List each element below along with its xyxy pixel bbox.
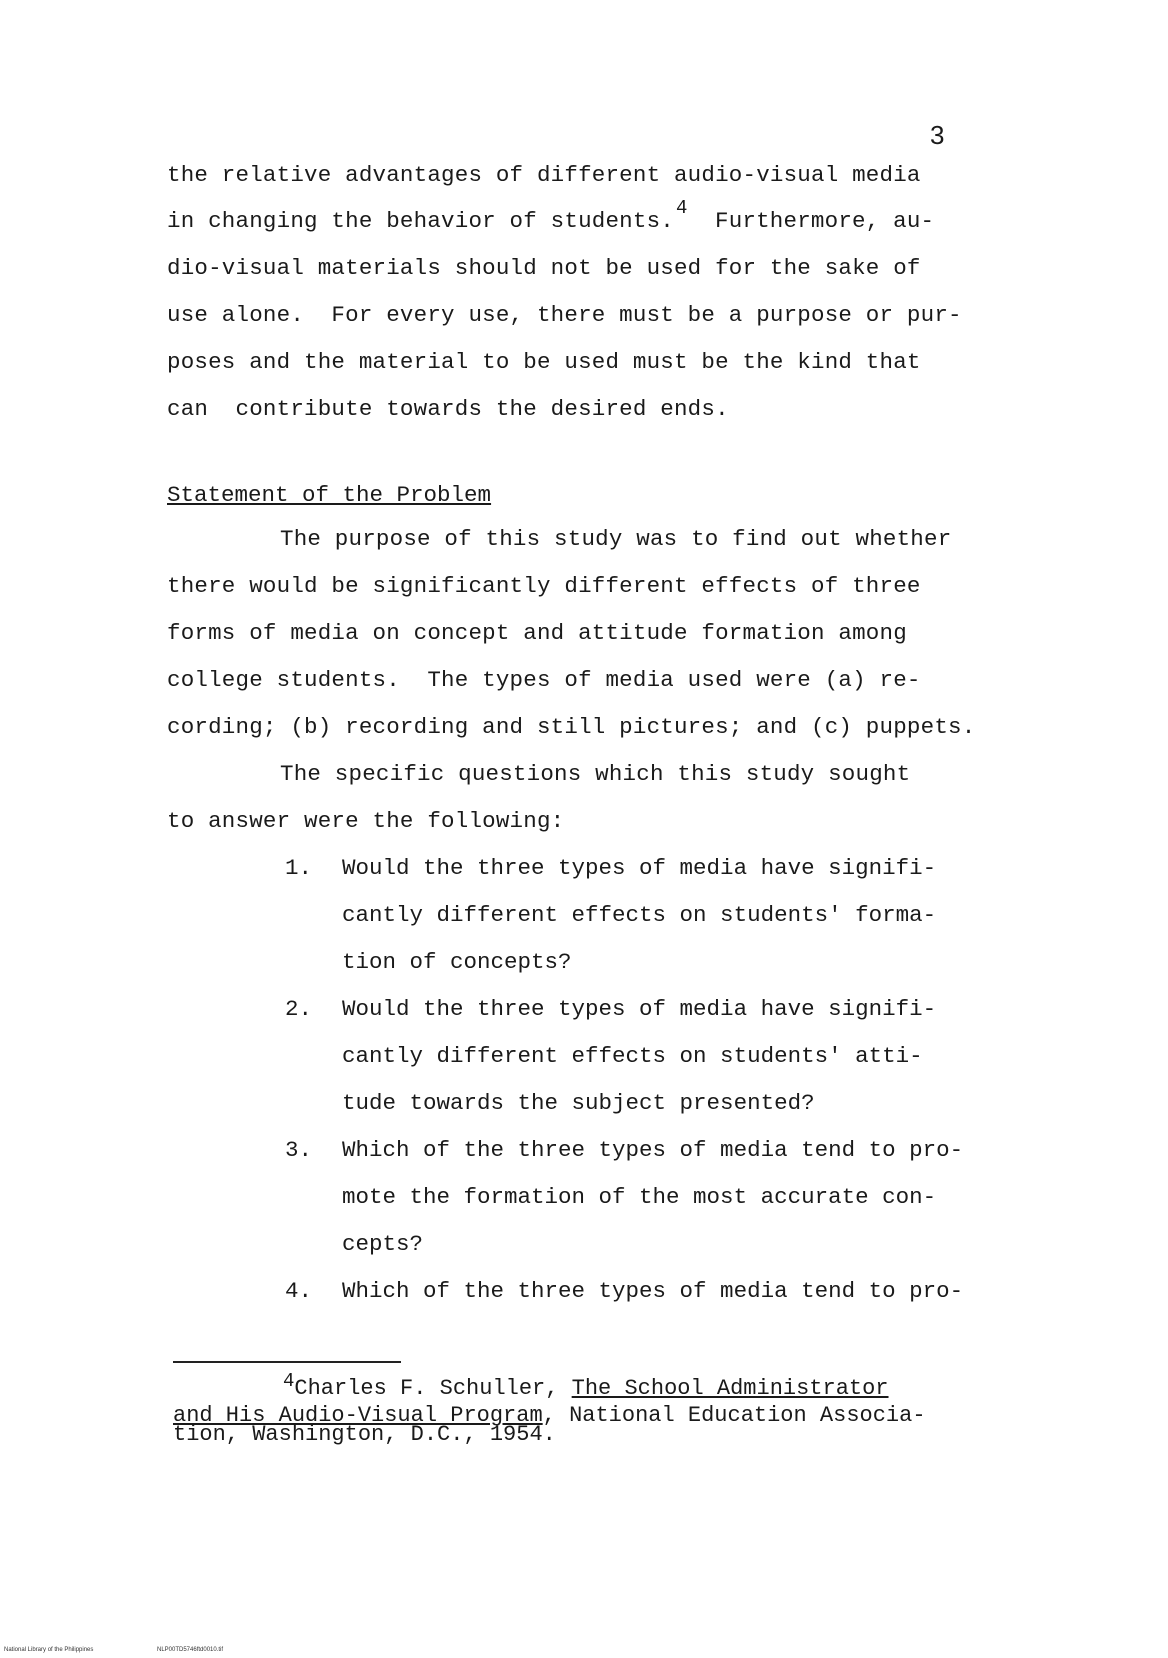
question-1-line-1: Would the three types of media have signifi- <box>342 855 937 881</box>
question-4-line-1: Which of the three types of media tend to pro- <box>342 1278 964 1304</box>
footnote-publisher-part1: , National Education Associa- <box>542 1403 926 1428</box>
question-1-line-3: tion of concepts? <box>342 949 572 975</box>
intro-line-6: can contribute towards the desired ends. <box>167 396 729 422</box>
questions-intro-line-2: to answer were the following: <box>167 808 565 834</box>
footnote-author: Charles F. Schuller, <box>294 1376 572 1401</box>
problem-line-2: there would be significantly different effects of three <box>167 573 921 599</box>
footnote-marker: 4 <box>283 1370 295 1392</box>
intro-line-2-spacer <box>688 208 715 234</box>
question-3-line-1: Which of the three types of media tend to pro- <box>342 1137 964 1163</box>
intro-line-2-cont: Furthermore, au- <box>715 208 935 234</box>
question-3-number: 3. <box>285 1137 313 1163</box>
archive-library-label: National Library of the Philippines <box>4 1647 94 1653</box>
questions-intro-line-1: The specific questions which this study sought <box>280 761 911 787</box>
intro-line-4: use alone. For every use, there must be a purpose or pur- <box>167 302 962 328</box>
question-4-number: 4. <box>285 1278 313 1304</box>
footnote-title-part2: and His Audio-Visual Program <box>173 1403 543 1428</box>
question-2-line-2: cantly different effects on students' atti- <box>342 1043 923 1069</box>
footnote-ref: 4 <box>675 197 688 219</box>
intro-line-3: dio-visual materials should not be used for the sake of <box>167 255 921 281</box>
question-3-line-2: mote the formation of the most accurate con- <box>342 1184 937 1210</box>
page-number: 3 <box>930 120 945 150</box>
intro-line-2 <box>167 197 935 234</box>
question-3-line-3: cepts? <box>342 1231 424 1257</box>
archive-file-id: NLP00TD5746ftd0010.tif <box>157 1647 224 1653</box>
section-heading: Statement of the Problem <box>167 482 492 508</box>
question-1-line-2: cantly different effects on students' forma- <box>342 902 937 928</box>
footnote-line-3: tion, Washington, D.C., 1954. <box>173 1422 556 1447</box>
intro-line-1: the relative advantages of different audio-visual media <box>167 162 921 188</box>
intro-line-5: poses and the material to be used must be the kind that <box>167 349 921 375</box>
question-2-number: 2. <box>285 996 313 1022</box>
question-2-line-3: tude towards the subject presented? <box>342 1090 815 1116</box>
question-1-number: 1. <box>285 855 313 881</box>
problem-line-4: college students. The types of media used were (a) re- <box>167 667 921 693</box>
footnote-rule <box>173 1361 401 1363</box>
problem-line-3: forms of media on concept and attitude formation among <box>167 620 907 646</box>
problem-line-5: cording; (b) recording and still pictures; and (c) puppets. <box>167 714 976 740</box>
intro-line-2-text: in changing the behavior of students. <box>167 208 674 234</box>
question-2-line-1: Would the three types of media have signifi- <box>342 996 937 1022</box>
footnote-title-part1: The School Administrator <box>571 1376 889 1401</box>
problem-line-1: The purpose of this study was to find out whether <box>280 526 952 552</box>
footnote-line-1 <box>283 1370 889 1401</box>
